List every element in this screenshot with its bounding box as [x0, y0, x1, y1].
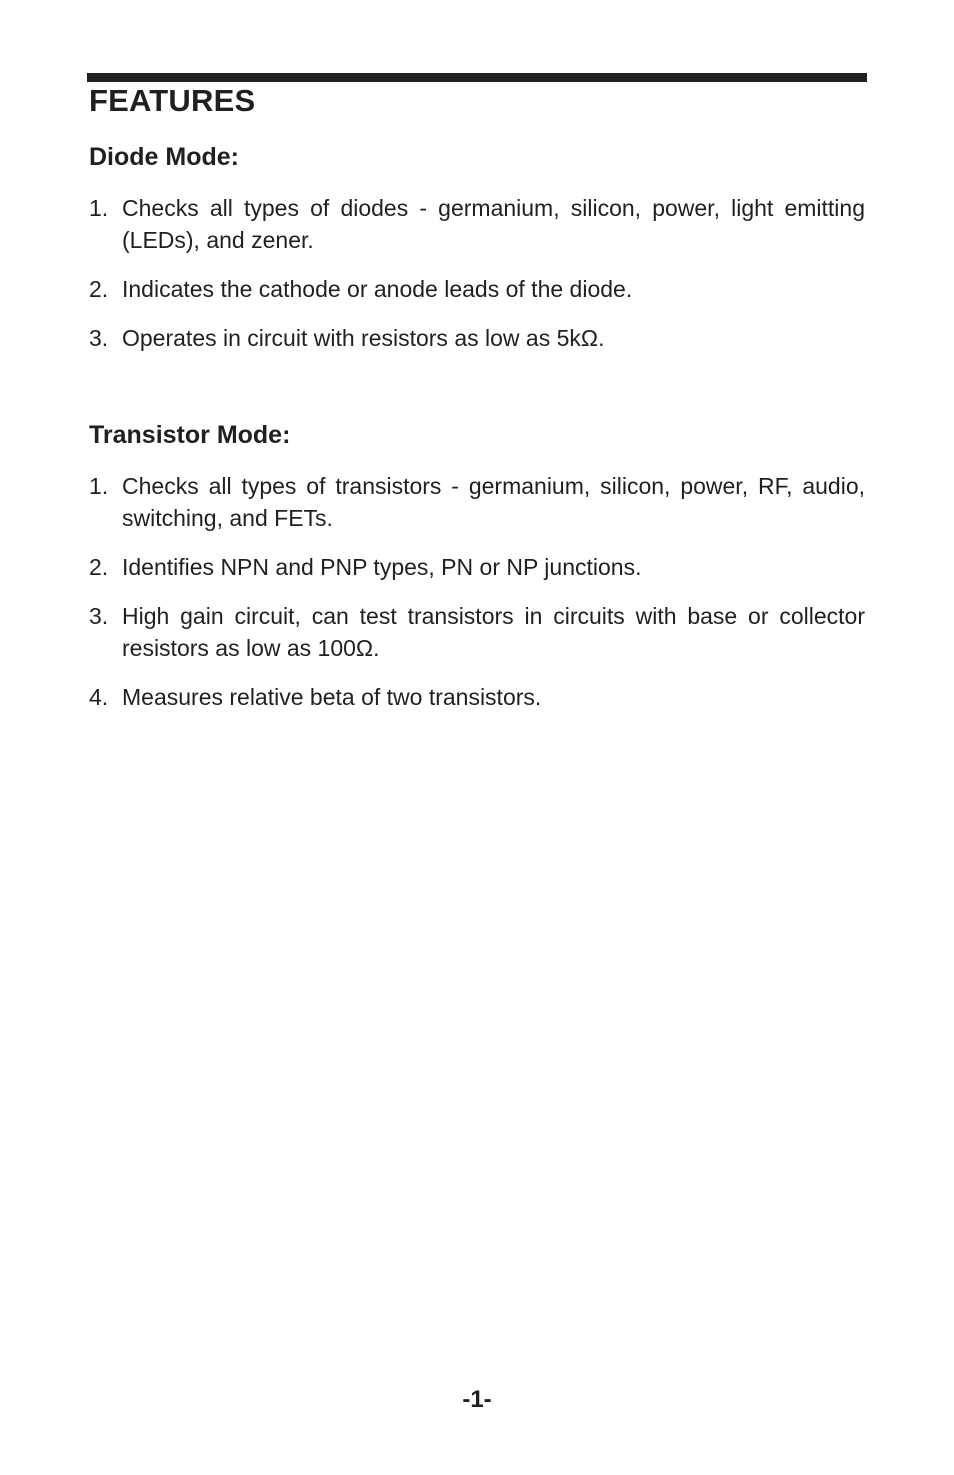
item-number: 3. — [89, 325, 109, 351]
item-number: 1. — [89, 473, 109, 499]
item-number: 3. — [89, 603, 109, 629]
item-number: 1. — [89, 195, 109, 221]
item-number: 2. — [89, 554, 109, 580]
page-title: FEATURES — [89, 83, 256, 118]
item-text: High gain circuit, can test transistors in circuits with base or collector resistors as low as 100Ω. — [122, 603, 865, 661]
list-item — [89, 322, 865, 354]
list-item — [89, 600, 865, 664]
transistor-mode-list — [89, 470, 865, 713]
section-heading-diode-mode: Diode Mode: — [89, 143, 239, 171]
item-text: Measures relative beta of two transistors. — [122, 684, 542, 710]
item-number: 2. — [89, 276, 109, 302]
diode-mode-list — [89, 192, 865, 354]
item-text: Checks all types of transistors - germanium, silicon, power, RF, audio, switching, and FETs. — [122, 473, 865, 531]
list-item — [89, 470, 865, 534]
list-item — [89, 192, 865, 256]
section-heading-transistor-mode: Transistor Mode: — [89, 421, 291, 449]
page-number: -1- — [462, 1386, 492, 1413]
list-item — [89, 273, 865, 305]
item-text: Checks all types of diodes - germanium, silicon, power, light emitting (LEDs), and zener. — [122, 195, 865, 253]
item-text: Operates in circuit with resistors as low as 5kΩ. — [122, 325, 605, 351]
item-text: Indicates the cathode or anode leads of the diode. — [122, 276, 633, 302]
item-text: Identifies NPN and PNP types, PN or NP junctions. — [122, 554, 642, 580]
list-item — [89, 551, 865, 583]
top-rule — [87, 73, 867, 82]
item-number: 4. — [89, 684, 109, 710]
list-item — [89, 681, 865, 713]
